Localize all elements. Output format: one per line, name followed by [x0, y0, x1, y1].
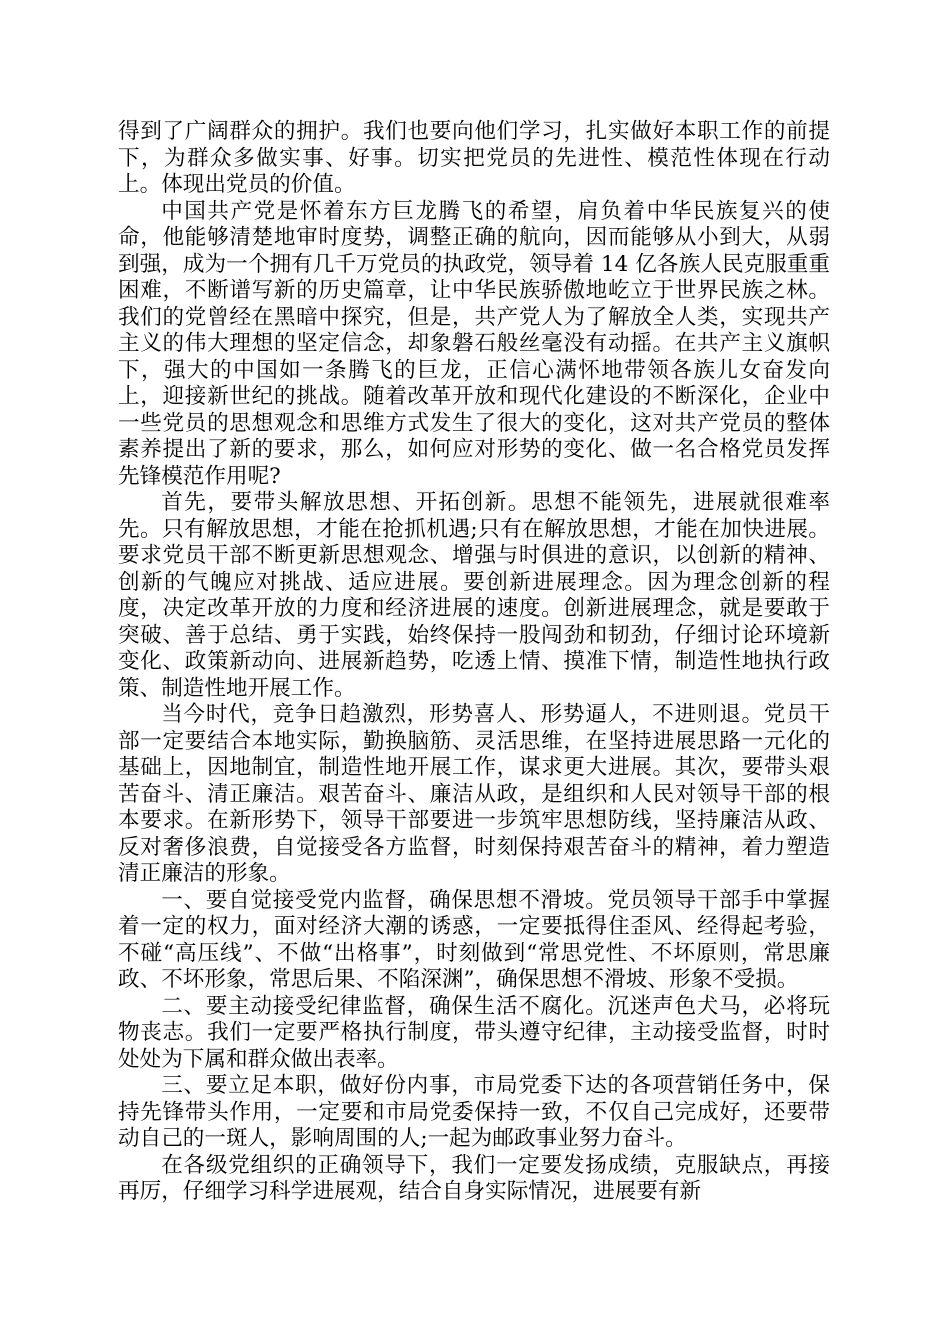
paragraph-7: 三、要立足本职，做好份内事，市局党委下达的各项营销任务中，保持先锋带头作用，一定要和市局党委保持一致，不仅自己完成好，还要带动自己的一斑人，影响周围的人;一起为邮政事业努力奋斗。: [118, 1073, 830, 1151]
paragraph-2: 中国共产党是怀着东方巨龙腾飞的希望，肩负着中华民族复兴的使命，他能够清楚地审时度势，调整正确的航向，因而能够从小到大，从弱到强，成为一个拥有几千万党员的执政党，领导着 14 亿各族人民克服重重困难，不断谱写新的历史篇章，让中华民族骄傲地屹立于世界民族之林。我们的党曾经在黑暗中探究，但是，共产党人为了解放全人类，实现共产主义的伟大理想的坚定信念，却象磐石般丝毫没有动摇。在共产主义旗帜下，强大的中国如一条腾飞的巨龙，正信心满怀地带领各族儿女奋发向上，迎接新世纪的挑战。随着改革开放和现代化建设的不断深化，企业中一些党员的思想观念和思维方式发生了很大的变化，这对共产党员的整体素养提出了新的要求，那么，如何应对形势的变化、做一名合格党员发挥先锋模范作用呢?: [118, 198, 830, 489]
paragraph-8: 在各级党组织的正确领导下，我们一定要发扬成绩，克服缺点，再接再厉，仔细学习科学进展观，结合自身实际情况，进展要有新: [118, 1152, 830, 1204]
paragraph-3: 首先，要带头解放思想、开拓创新。思想不能领先，进展就很难率先。只有解放思想，才能在抢抓机遇;只有在解放思想，才能在加快进展。要求党员干部不断更新思想观念、增强与时俱进的意识，以创新的精神、创新的气魄应对挑战、适应进展。要创新进展理念。因为理念创新的程度，决定改革开放的力度和经济进展的速度。创新进展理念，就是要敢于突破、善于总结、勇于实践，始终保持一股闯劲和韧劲，仔细讨论环境新变化、政策新动向、进展新趋势，吃透上情、摸准下情，制造性地执行政策、制造性地开展工作。: [118, 490, 830, 701]
paragraph-5: 一、要自觉接受党内监督，确保思想不滑坡。党员领导干部手中掌握着一定的权力，面对经济大潮的诱惑，一定要抵得住歪风、经得起考验，不碰“高压线”、不做“出格事”，时刻做到“常思党性、不坏原则，常思廉政、不坏形象，常思后果、不陷深渊”，确保思想不滑坡、形象不受损。: [118, 887, 830, 992]
paragraph-6: 二、要主动接受纪律监督，确保生活不腐化。沉迷声色犬马，必将玩物丧志。我们一定要严格执行制度，带头遵守纪律，主动接受监督，时时处处为下属和群众做出表率。: [118, 993, 830, 1072]
document-body: [118, 119, 830, 1206]
paragraph-4: 当今时代，竞争日趋激烈，形势喜人、形势逼人，不进则退。党员干部一定要结合本地实际，勤换脑筋、灵活思维，在坚持进展思路一元化的基础上，因地制宜，制造性地开展工作，谋求更大进展。其次，要带头艰苦奋斗、清正廉洁。艰苦奋斗、廉洁从政，是组织和人民对领导干部的根本要求。在新形势下，领导干部要进一步筑牢思想防线，坚持廉洁从政、反对奢侈浪费，自觉接受各方监督，时刻保持艰苦奋斗的精神，着力塑造清正廉洁的形象。: [118, 702, 830, 886]
paragraph-1: 得到了广阔群众的拥护。我们也要向他们学习，扎实做好本职工作的前提下，为群众多做实事、好事。切实把党员的先进性、模范性体现在行动上。体现出党员的价值。: [118, 119, 830, 197]
